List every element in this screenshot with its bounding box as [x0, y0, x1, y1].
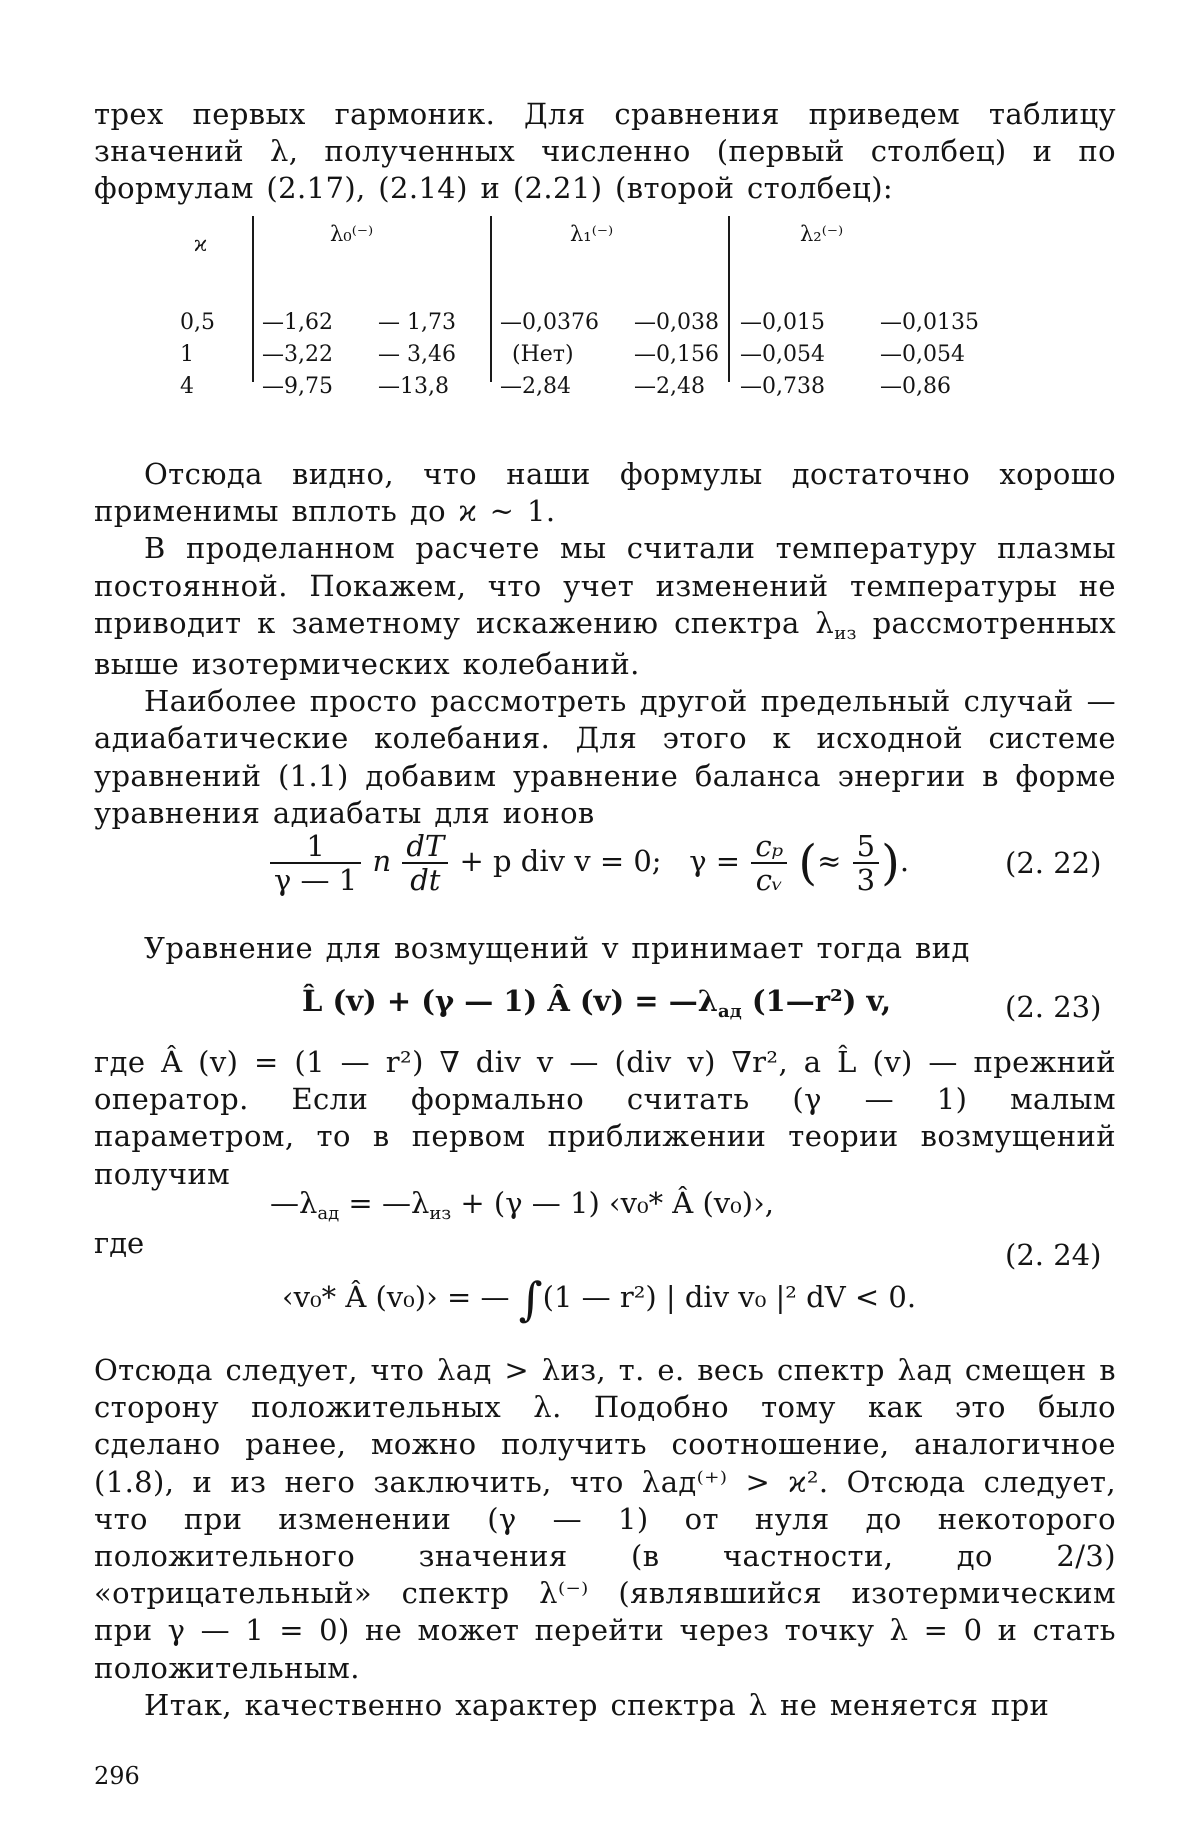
- table-divider: [252, 216, 254, 382]
- table-cell-kappa: 4: [180, 374, 194, 399]
- paragraph: Итак, качественно характер спектра λ не меняется при: [144, 1687, 1050, 1722]
- equation-2-23: L̂ (v) + (γ — 1) Â $(v) = —\lambda_{ад}$ (1—r²) v,: [302, 984, 892, 1022]
- equation-2-24-line2: ‹v₀* Â (v₀)› = — ∫(1 — r²) | div v₀ |² dV < 0.: [282, 1272, 917, 1326]
- table-cell-kappa: 1: [180, 342, 194, 367]
- table-cell: —13,8: [378, 374, 449, 399]
- eigenvalue-table: [180, 222, 1040, 422]
- intro-text: трех первых гармоник. Для сравнения приведем таблицу значений λ, полученных численно (первый столбец) и по формулам (2.17), (2.14) и (2.21) (второй столбец):: [94, 97, 1116, 206]
- table-divider: [728, 216, 730, 382]
- equation-2-24-line1: $—\lambda_{ад}$ = $—\lambda_{из} + (\gamma$ — 1) ‹v₀* Â (v₀)›,: [270, 1186, 774, 1224]
- table-cell: —0,054: [740, 342, 825, 367]
- table-header-lambda1: λ₁⁽⁻⁾: [570, 222, 614, 246]
- table-cell: — 3,46: [378, 342, 456, 367]
- table-cell: —0,738: [740, 374, 825, 399]
- paragraph: Отсюда следует, что λад > λиз, т. е. весь спектр λад смещен в сторону положительных λ. Подобно тому как это было сделано ранее, можно получить соотношение, аналогичное (1.8), и из него заключить, что λад⁽⁺⁾ > ϰ². Отсюда следует, что при изменении (γ — 1) от нуля до некоторого положительного значения (в частности, до 2/3) «отрицательный» спектр λ⁽⁻⁾ (являвшийся изотермическим при γ — 1 = 0) не может перейти через точку λ = 0 и стать положительным.: [94, 1353, 1116, 1685]
- body-paragraph: [94, 1044, 1116, 1193]
- table-cell: —3,22: [262, 342, 333, 367]
- table-cell: —0,86: [880, 374, 951, 399]
- table-cell: (Нет): [512, 342, 574, 367]
- paragraph: Наиболее просто рассмотреть другой предельный случай — адиабатические колебания. Для этого к исходной системе уравнений (1.1) добавим уравнение баланса энергии в форме уравнения адиабаты для ионов: [94, 684, 1116, 830]
- table-cell: —0,0135: [880, 310, 979, 335]
- equation-number: (2. 22): [1005, 846, 1102, 880]
- body-paragraph: [94, 930, 1116, 967]
- table-header-kappa: ϰ: [194, 232, 208, 256]
- equation-number: (2. 24): [1005, 1238, 1102, 1272]
- table-header-lambda0: λ₀⁽⁻⁾: [330, 222, 374, 246]
- body-paragraphs-bottom: [94, 1352, 1116, 1724]
- paragraph: В проделанном расчете мы считали температуру плазмы постоянной. Покажем, что учет изменений температуры не приводит к заметному искажению спектра $\lambda_{из}$ рассмотренных выше изотермических колебаний.: [94, 531, 1117, 682]
- table-cell: — 1,73: [378, 310, 456, 335]
- table-cell: —9,75: [262, 374, 333, 399]
- equation-2-22: $\frac{1}{\gamma — 1}$ n $\frac{dT}{dt}$ + p div v = 0; γ = $\frac{\text{cₚ}}{\text{cᵥ}}$ (≈ $\frac{5}{3}$ ).: [268, 830, 909, 896]
- equation-number: (2. 23): [1005, 990, 1102, 1024]
- body-paragraphs-top: [94, 456, 1116, 832]
- paragraph: где Â (v) = (1 — r²) ∇ div v — (div v) ∇r², а L̂ (v) — прежний оператор. Если формально считать (γ — 1) малым параметром, то в первом приближении теории возмущений получим: [94, 1045, 1116, 1191]
- table-cell: —2,84: [500, 374, 571, 399]
- table-cell: —0,054: [880, 342, 965, 367]
- table-cell: —2,48: [634, 374, 705, 399]
- table-cell-kappa: 0,5: [180, 310, 215, 335]
- paragraph: Отсюда видно, что наши формулы достаточно хорошо применимы вплоть до ϰ ~ 1.: [94, 457, 1116, 529]
- table-cell: —0,0376: [500, 310, 599, 335]
- table-header-lambda2: λ₂⁽⁻⁾: [800, 222, 844, 246]
- table-cell: —0,038: [634, 310, 719, 335]
- page-number: 296: [94, 1762, 140, 1790]
- table-divider: [490, 216, 492, 382]
- table-cell: —1,62: [262, 310, 333, 335]
- where-label: где: [94, 1226, 145, 1260]
- paragraph: Уравнение для возмущений v принимает тогда вид: [144, 931, 970, 965]
- table-cell: —0,156: [634, 342, 719, 367]
- intro-paragraph: [94, 96, 1116, 208]
- table-cell: —0,015: [740, 310, 825, 335]
